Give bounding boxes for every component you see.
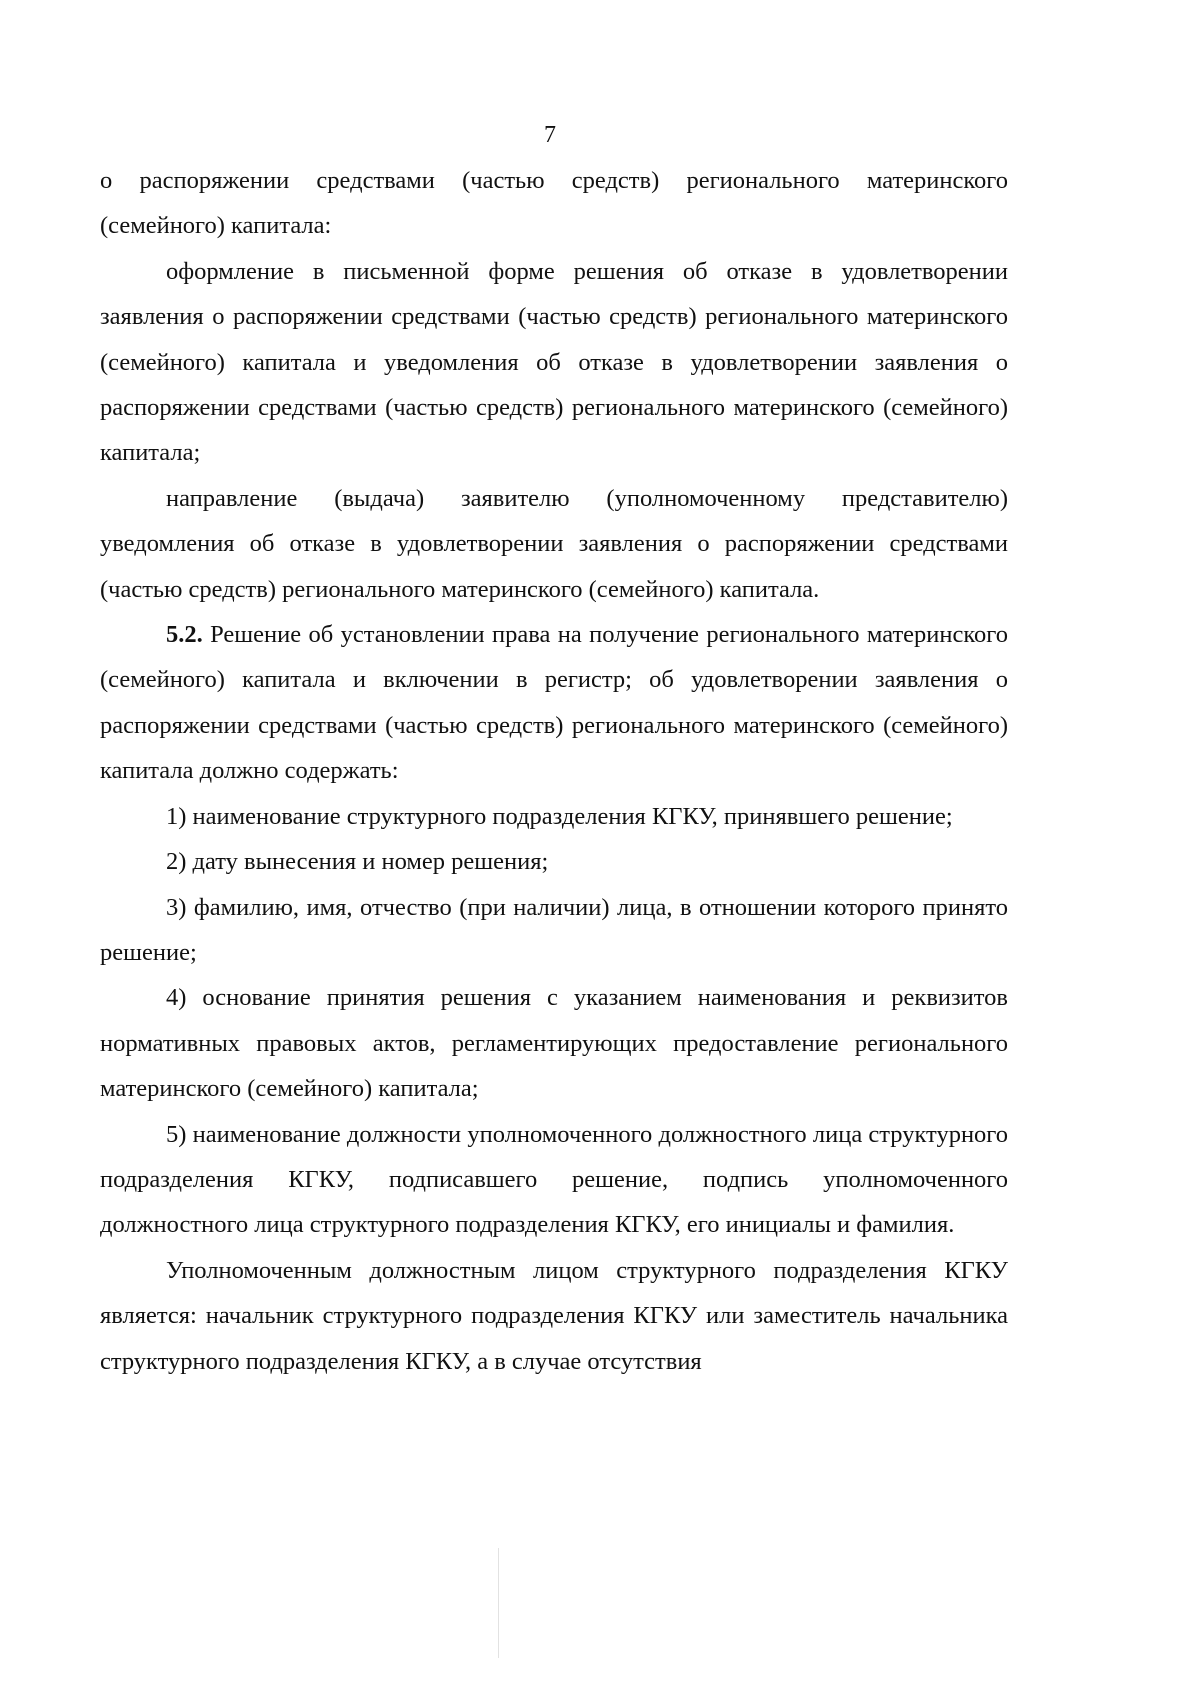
paragraph-authorized-official: Уполномоченным должностным лицом структурного подразделения КГКУ является: начальник структурного подразделения КГКУ или заместитель начальника структурного подразделения КГКУ, а в случае отсутствия bbox=[100, 1256, 1008, 1375]
section-text: Решение об установлении права на получение регионального материнского (семейного) капитала и включении в регистр; об удовлетворении заявления о распоряжении средствами (частью средств) регионального материнского (семейного) капитала должно содержать: bbox=[100, 621, 1008, 785]
section-number: 5.2. bbox=[166, 621, 203, 649]
paragraph-section-5-2 bbox=[100, 612, 1008, 794]
body-text bbox=[100, 158, 1008, 1384]
scan-artifact-line bbox=[498, 1548, 499, 1658]
list-item-5: 5) наименование должности уполномоченного должностного лица структурного подразделения КГКУ, подписавшего решение, подпись уполномоченного должностного лица структурного подразделения КГКУ, его инициалы и фамилия. bbox=[100, 1120, 1008, 1239]
page-number: 7 bbox=[544, 122, 556, 148]
paragraph-continuation: о распоряжении средствами (частью средств) регионального материнского (семейного) капитала: bbox=[100, 167, 1008, 240]
list-item-4: 4) основание принятия решения с указанием наименования и реквизитов нормативных правовых актов, регламентирующих предоставление регионального материнского (семейного) капитала; bbox=[100, 984, 1008, 1103]
list-item-2: 2) дату вынесения и номер решения; bbox=[166, 848, 549, 876]
list-item-3: 3) фамилию, имя, отчество (при наличии) лица, в отношении которого принято решение; bbox=[100, 893, 1008, 966]
paragraph-refusal-formalization: оформление в письменной форме решения об отказе в удовлетворении заявления о распоряжении средствами (частью средств) регионального материнского (семейного) капитала и уведомления об отказе в удовлетворении заявления о распоряжении средствами (частью средств) регионального материнского (семейного) капитала; bbox=[100, 257, 1008, 467]
paragraph-refusal-notification: направление (выдача) заявителю (уполномоченному представителю) уведомления об отказе в удовлетворении заявления о распоряжении средствами (частью средств) регионального материнского (семейного) капитала. bbox=[100, 484, 1008, 603]
list-item-1: 1) наименование структурного подразделения КГКУ, принявшего решение; bbox=[166, 802, 953, 830]
